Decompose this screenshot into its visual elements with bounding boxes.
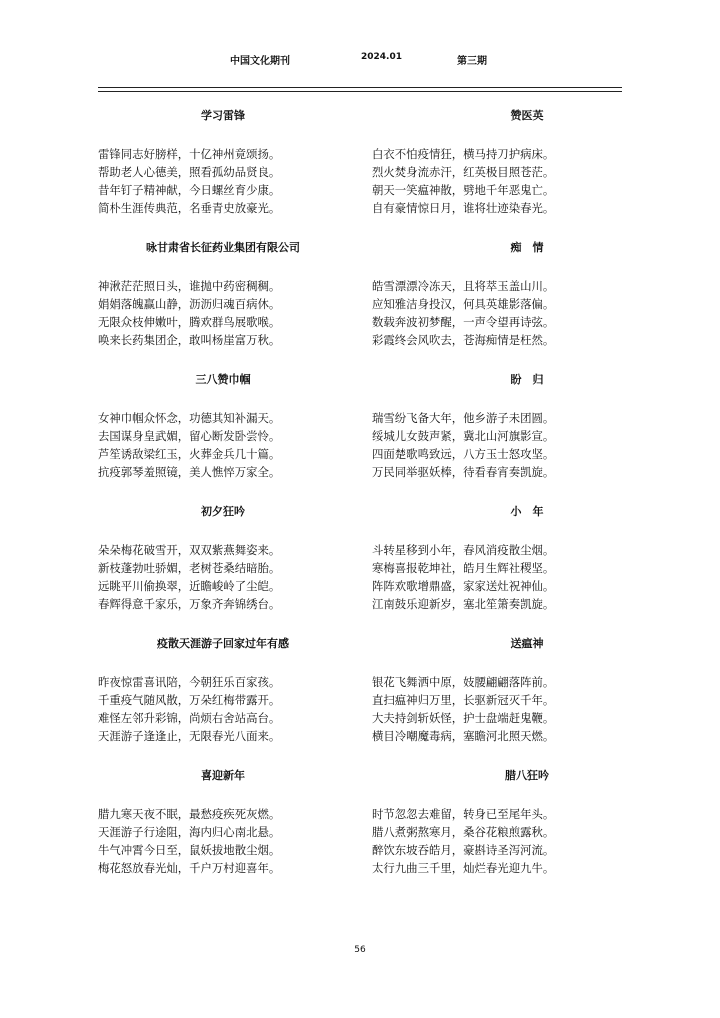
poem-title: 痴 情 <box>510 241 544 254</box>
poem <box>98 504 348 636</box>
poem-line: 自有豪情惊日月，谁将壮迹染春光。 <box>372 201 555 215</box>
poem-line: 斗转星移到小年，春风消疫散尘烟。 <box>372 543 555 557</box>
poem-line: 醉饮东坡吞皓月，豪斟诗圣泻河流。 <box>372 843 555 857</box>
poem-line: 万民同举驱妖棒，待看春宵奏凯旋。 <box>372 465 555 479</box>
poem <box>372 504 622 636</box>
poem-line: 远眺平川偷换翠，近瞻峻岭了尘皑。 <box>98 579 281 593</box>
poem-title: 咏甘肃省长征药业集团有限公司 <box>146 241 300 254</box>
issue-date: 2024.01 <box>361 52 402 62</box>
poem-line: 江南鼓乐迎新岁，塞北笙箫奏凯旋。 <box>372 597 555 611</box>
poem <box>98 372 348 504</box>
poem-line: 寒梅喜报乾坤社，皓月生辉社稷坚。 <box>372 561 555 575</box>
poem <box>98 768 348 900</box>
poem-line: 阵阵欢歌增鼎盛，家家送灶祝神仙。 <box>372 579 555 593</box>
page-number: 56 <box>354 945 366 955</box>
poem <box>372 636 622 768</box>
poem-line: 大夫持剑斩妖怪，护士盘端赶鬼鞭。 <box>372 711 555 725</box>
right-column <box>372 108 622 900</box>
poem-line: 无限众枝伸嫩叶，腾欢群鸟展歌喉。 <box>98 315 281 329</box>
poem-line: 娟娟落魄赢山静，沥沥归魂百病休。 <box>98 297 281 311</box>
poem-line: 应知雅洁身投汉，何具英雄影落偏。 <box>372 297 555 311</box>
poem-line: 白衣不怕疫情狂，横马持刀护病床。 <box>372 147 555 161</box>
poem-title: 学习雷锋 <box>201 109 245 122</box>
poem-line: 四面楚歌鸣致远，八方玉士怒攻坚。 <box>372 447 555 461</box>
poem <box>372 372 622 504</box>
poem-line: 天涯游子行途阻，海内归心南北悬。 <box>98 825 281 839</box>
header-rule-thick <box>98 87 622 88</box>
poem-title: 疫散天涯游子回家过年有感 <box>157 637 289 650</box>
poem-title: 腊八狂吟 <box>505 769 549 782</box>
poem-title: 盼 归 <box>510 373 544 386</box>
poem-title: 赞医英 <box>510 109 544 122</box>
poem-line: 唤来长药集团企，敢叫杨崖富万秋。 <box>98 333 281 347</box>
poem-title: 喜迎新年 <box>201 769 245 782</box>
poem <box>372 108 622 240</box>
poem-line: 春辉得意千家乐，万象齐奔锦绣台。 <box>98 597 281 611</box>
poem-line: 牛气冲霄今日至，鼠妖拔地散尘烟。 <box>98 843 281 857</box>
poem <box>98 108 348 240</box>
poem-line: 横目冷嘲魔毒病，塞瞻河北照天燃。 <box>372 729 555 743</box>
poem <box>98 636 348 768</box>
poem-line: 数载奔波初梦醒，一声令望再诗弦。 <box>372 315 555 329</box>
poem-line: 女神巾帼众怀念，功德其知补漏天。 <box>98 411 281 425</box>
poem-line: 彩霞终会风吹去，苍海痴情是枉然。 <box>372 333 555 347</box>
poem <box>372 768 622 900</box>
journal-title: 中国文化期刊 <box>230 56 290 67</box>
header-rule-thin <box>98 91 622 92</box>
poem-title: 送瘟神 <box>510 637 544 650</box>
poem <box>98 240 348 372</box>
poem-line: 雷锋同志好膀样，十亿神州竟颂扬。 <box>98 147 281 161</box>
poem-line: 烈火焚身流赤汗，红英极目照苍茫。 <box>372 165 555 179</box>
poem-line: 梅花怒放春光灿，千户万村迎喜年。 <box>98 861 281 875</box>
poem-line: 腊八煮粥熬寒月，桑谷花粮煎露秋。 <box>372 825 555 839</box>
poem-line: 朵朵梅花破雪开，双双紫燕舞姿来。 <box>98 543 281 557</box>
poem-line: 千重疫气随风散，万朵红梅带露开。 <box>98 693 281 707</box>
poem-title: 三八赞巾帼 <box>195 373 251 386</box>
poem-line: 银花飞舞洒中原，妓腰翩翩落阵前。 <box>372 675 555 689</box>
poem-line: 去国谋身皇武媚，留心断发卧尝怜。 <box>98 429 281 443</box>
poem-line: 天涯游子逢逢止，无限春光八面来。 <box>98 729 281 743</box>
issue-number: 第三期 <box>457 56 487 67</box>
poem-line: 朝天一笑瘟神散，劈地千年恶鬼亡。 <box>372 183 555 197</box>
poem <box>372 240 622 372</box>
poem-line: 时节忽忽去难留，转身已至尾年头。 <box>372 807 555 821</box>
poem-line: 昨夜惊雷喜讯陪，今朝狂乐百家孩。 <box>98 675 281 689</box>
poem-line: 简朴生涯传典范，名垂青史放豪光。 <box>98 201 281 215</box>
poem-line: 新枝蓬勃吐骄媚，老树苍桑结暗胎。 <box>98 561 281 575</box>
poem-line: 瑞雪纷飞备大年，他乡游子未团圆。 <box>372 411 555 425</box>
poem-line: 太行九曲三千里，灿烂春光迎九牛。 <box>372 861 555 875</box>
poem-line: 芦笙诱敌梁红玉，火葬金兵几十篇。 <box>98 447 281 461</box>
poem-line: 抗疫郭琴羞照镜，美人憔悴万家全。 <box>98 465 281 479</box>
poem-line: 皓雪漂漂冷冻天，且将萃玉盖山川。 <box>372 279 555 293</box>
poem-line: 腊九寒天夜不眠，最愁疫疾死灰燃。 <box>98 807 281 821</box>
poem-line: 神湫茫茫照日头，谁抛中药密稠稠。 <box>98 279 281 293</box>
poem-title: 小 年 <box>510 505 544 518</box>
left-column <box>98 108 348 900</box>
poem-line: 直扫瘟神归万里，长驱新冠灭千年。 <box>372 693 555 707</box>
poem-title: 初夕狂吟 <box>201 505 245 518</box>
poem-line: 昔年钉子精神献，今日螺丝育少康。 <box>98 183 281 197</box>
poem-line: 难怪左邻升彩锦，尚烦右舍站高台。 <box>98 711 281 725</box>
poem-line: 帮助老人心德美，照看孤幼品贤良。 <box>98 165 281 179</box>
page-header <box>0 52 720 68</box>
poem-line: 绥城儿女鼓声紧，冀北山河旗影宣。 <box>372 429 555 443</box>
